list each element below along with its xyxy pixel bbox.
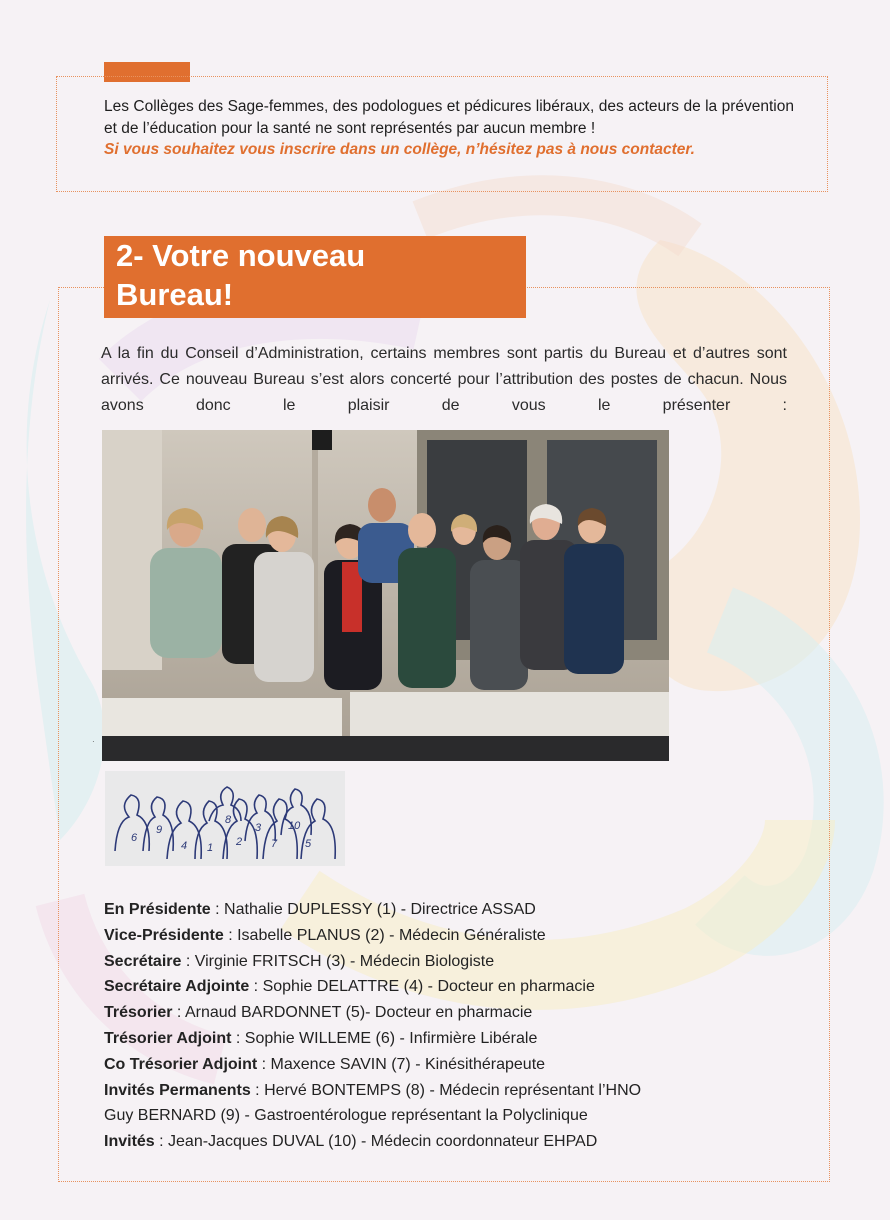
sketch-number: 8	[225, 814, 232, 826]
roster-separator: :	[154, 1133, 169, 1151]
stray-mark: ·	[92, 737, 95, 746]
roster-separator: :	[223, 926, 238, 944]
roster-role: Trésorier Adjoint	[104, 1029, 232, 1047]
roster-detail: Nathalie DUPLESSY (1) - Directrice ASSAD	[224, 901, 536, 918]
roster-line	[104, 1026, 804, 1052]
sketch-number: 4	[181, 840, 188, 852]
roster-detail: Isabelle PLANUS (2) - Médecin Généraliste	[237, 926, 546, 944]
sketch-number: 9	[156, 824, 163, 836]
roster-line	[104, 974, 804, 1000]
roster-separator: :	[210, 901, 225, 918]
group-photo	[102, 430, 669, 761]
roster-role: Invités	[104, 1133, 155, 1151]
roster-detail: Arnaud BARDONNET (5)- Docteur en pharmacie	[184, 1004, 533, 1022]
roster-detail: Jean-Jacques DUVAL (10) - Médecin coordonnateur EHPAD	[168, 1133, 598, 1151]
bureau-roster	[104, 897, 804, 1155]
roster-line	[104, 1000, 804, 1026]
roster-detail: Hervé BONTEMPS (8) - Médecin représentant l’HNO	[264, 1081, 642, 1099]
roster-detail: Guy BERNARD (9) - Gastroentérologue représentant la Polyclinique	[104, 1107, 588, 1125]
roster-role: Secrétaire	[104, 952, 182, 970]
roster-separator: :	[257, 1055, 271, 1073]
notice-text: Les Collèges des Sage-femmes, des podologues et pédicures libéraux, des acteurs de la prévention et de l’éducation pour la santé ne sont représentés par aucun membre !	[104, 98, 794, 137]
roster-detail: Maxence SAVIN (7) - Kinésithérapeute	[270, 1055, 546, 1073]
section-heading-line2: Bureau!	[116, 277, 234, 312]
sketch-number: 6	[131, 832, 138, 844]
roster-separator: :	[181, 952, 195, 970]
roster-line	[104, 1052, 804, 1078]
sketch-number: 5	[305, 838, 312, 850]
roster-line	[104, 897, 804, 923]
roster-separator: :	[250, 1081, 265, 1099]
section-heading	[104, 236, 526, 318]
roster-role: En Présidente	[104, 901, 211, 918]
roster-separator: :	[231, 1029, 245, 1047]
section-heading-line1: 2- Votre nouveau	[116, 238, 366, 273]
roster-role: Trésorier	[104, 1004, 173, 1022]
contact-call-to-action: Si vous souhaitez vous inscrire dans un collège, n’hésitez pas à nous contacter.	[104, 141, 695, 158]
numbered-silhouettes-sketch	[105, 771, 345, 866]
notice-text-block	[104, 96, 794, 161]
roster-detail: Sophie WILLEME (6) - Infirmière Libérale	[244, 1029, 538, 1047]
roster-line	[104, 923, 804, 949]
roster-line	[104, 1078, 804, 1104]
roster-role: Invités Permanents	[104, 1081, 251, 1099]
roster-separator: :	[249, 978, 263, 996]
roster-role: Secrétaire Adjointe	[104, 978, 250, 996]
roster-detail: Sophie DELATTRE (4) - Docteur en pharmacie	[262, 978, 595, 996]
roster-detail: Virginie FRITSCH (3) - Médecin Biologiste	[194, 952, 495, 970]
sketch-number: 3	[255, 822, 262, 834]
sketch-number: 1	[207, 842, 214, 854]
section-intro: A la fin du Conseil d’Administration, certains membres sont partis du Bureau et d’autres sont arrivés. Ce nouveau Bureau s’est alors concerté pour l’attribution des postes de chacun. Nous avons donc le plaisir de vous le présenter :	[101, 345, 787, 414]
roster-line	[104, 1103, 804, 1129]
roster-separator: :	[172, 1004, 185, 1022]
roster-line	[104, 1129, 804, 1155]
roster-role: Co Trésorier Adjoint	[104, 1055, 258, 1073]
roster-line	[104, 949, 804, 975]
sketch-number: 2	[236, 836, 243, 848]
roster-role: Vice-Présidente	[104, 926, 224, 944]
sketch-number: 7	[271, 838, 278, 850]
sketch-number: 10	[288, 820, 301, 832]
